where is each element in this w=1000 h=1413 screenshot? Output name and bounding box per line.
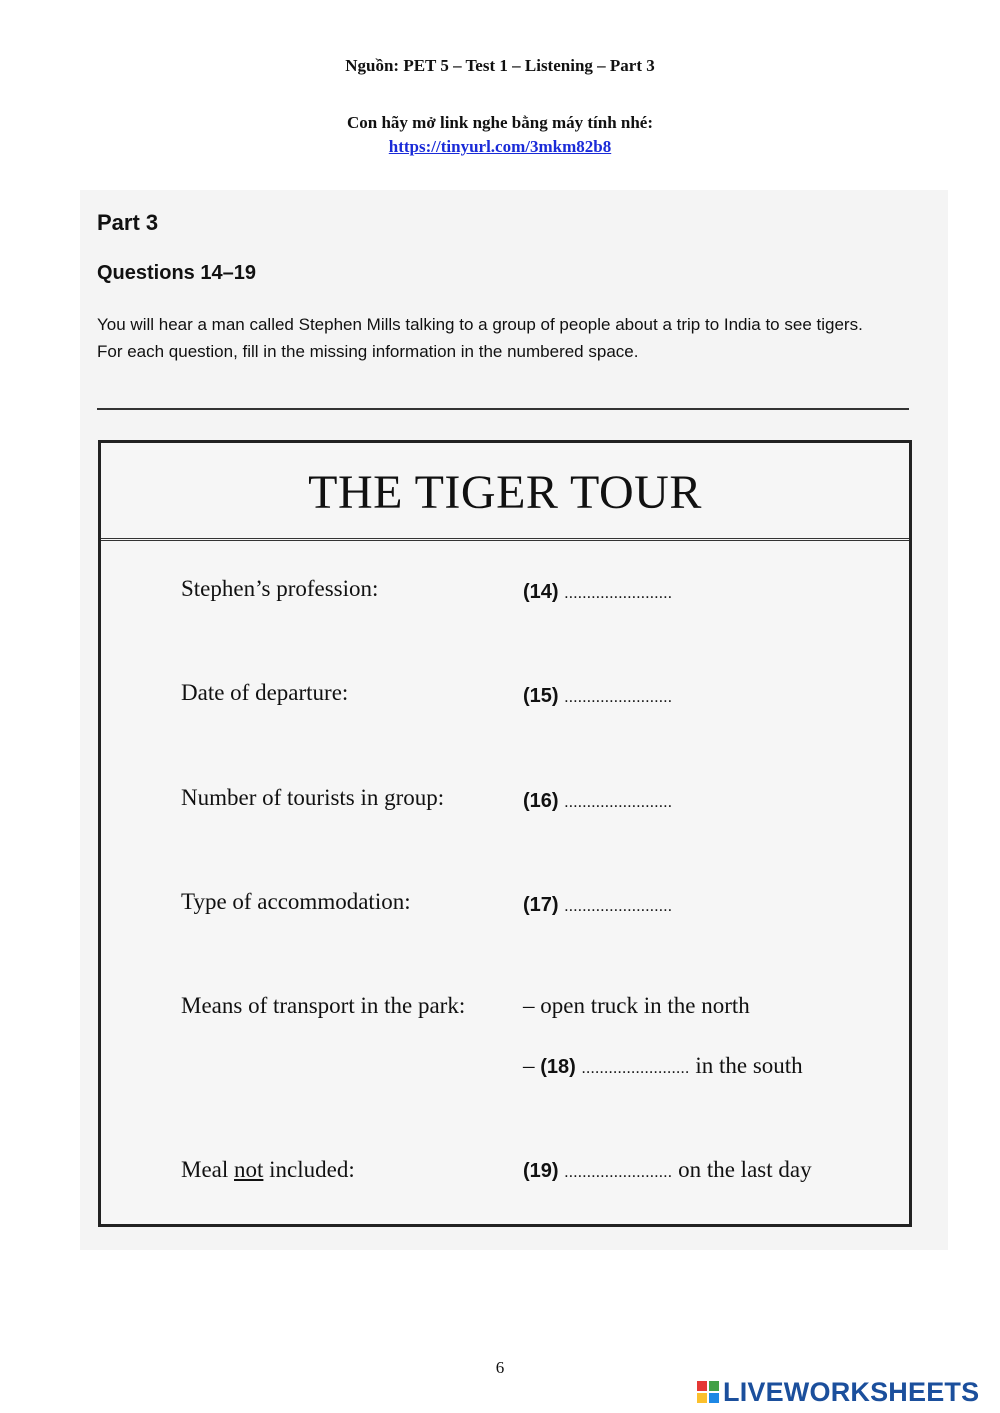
answer-blank-18[interactable]: ........................ (581, 1060, 690, 1077)
form-title-band (101, 443, 909, 541)
answer-17[interactable] (523, 891, 672, 917)
label-meal-not-included (181, 1157, 355, 1183)
answer-19[interactable] (523, 1157, 812, 1183)
label-transport: Means of transport in the park: (181, 993, 466, 1018)
question-number-16: (16) (523, 790, 559, 812)
question-number-17: (17) (523, 894, 559, 916)
meal-label-underlined: not (234, 1157, 264, 1182)
answer-16[interactable] (523, 787, 672, 813)
audio-link-line (0, 137, 1000, 157)
meal-label-pre: Meal (181, 1157, 235, 1182)
answer-19-suffix: on the last day (672, 1157, 812, 1182)
question-number-14: (14) (523, 581, 559, 603)
label-departure-date: Date of departure: (181, 680, 349, 705)
label-profession: Stephen’s profession: (181, 576, 379, 601)
liveworksheets-wordmark: LIVEWORKSHEETS (723, 1376, 980, 1407)
source-line: Nguồn: PET 5 – Test 1 – Listening – Part 3 (345, 56, 655, 75)
listening-instruction: Con hãy mở link nghe bằng máy tính nhé: (346, 113, 654, 132)
label-number-of-tourists: Number of tourists in group: (181, 785, 445, 810)
part-heading: Part 3 (97, 210, 159, 235)
answer-blank-16[interactable]: ........................ (564, 794, 673, 811)
intro-line-2: For each question, fill in the missing information in the numbered space. (97, 342, 639, 361)
page-number: 6 (495, 1358, 505, 1377)
questions-heading: Questions 14–19 (97, 262, 256, 284)
question-number-19: (19) (523, 1160, 559, 1182)
question-number-18: (18) (540, 1056, 576, 1078)
question-number-15: (15) (523, 685, 559, 707)
answer-18-prefix: – (523, 1053, 541, 1078)
tiger-tour-form (98, 440, 912, 1227)
form-title: THE TIGER TOUR (308, 466, 702, 519)
answer-14[interactable] (523, 578, 672, 604)
section-divider (97, 408, 909, 410)
meal-label-post: included: (263, 1157, 355, 1182)
liveworksheets-icon (696, 1380, 720, 1404)
answer-15[interactable] (523, 682, 672, 708)
answer-18[interactable] (523, 1053, 803, 1079)
intro-line-1: You will hear a man called Stephen Mills talking to a group of people about a trip to India to see tigers. (97, 315, 863, 334)
audio-link[interactable]: https://tinyurl.com/3mkm82b8 (388, 137, 612, 156)
task-instructions (97, 311, 907, 365)
answer-blank-15[interactable]: ........................ (564, 689, 673, 706)
transport-north: – open truck in the north (523, 993, 750, 1018)
answer-blank-19[interactable]: ........................ (564, 1164, 673, 1181)
answer-blank-14[interactable]: ........................ (564, 585, 673, 602)
answer-blank-17[interactable]: ........................ (564, 898, 673, 915)
label-accommodation: Type of accommodation: (181, 889, 411, 914)
answer-18-suffix: in the south (689, 1053, 803, 1078)
liveworksheets-logo (696, 1376, 979, 1408)
